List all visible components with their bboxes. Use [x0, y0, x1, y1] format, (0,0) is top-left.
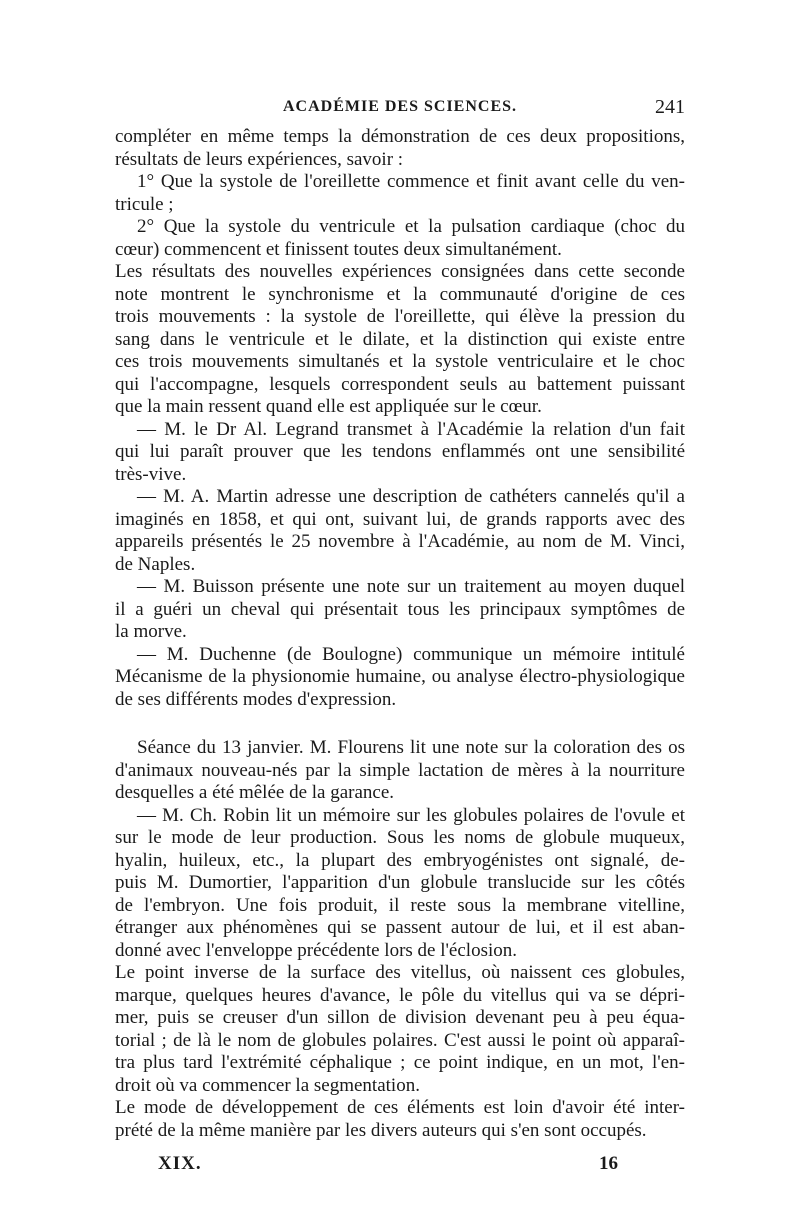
running-title: ACADÉMIE DES SCIENCES.	[282, 98, 518, 115]
text-line: Le mode de développement de ces éléments est loin d'avoir été inter-	[115, 1097, 685, 1118]
volume-signature: XIX.	[158, 1153, 202, 1174]
body-text	[115, 126, 685, 1142]
text-line: imaginés en 1858, et qui ont, suivant lui, de grands rapports avec des	[115, 508, 685, 530]
text-line: droit où va commencer la segmentation.	[115, 1074, 420, 1096]
page-number: 241	[655, 96, 685, 118]
text-line: note montrent le synchronisme et la communauté d'origine de ces	[115, 283, 685, 305]
text-line: d'animaux nouveau-nés par la simple lactation de mères à la nourriture	[115, 759, 685, 781]
text-line: tricule ;	[115, 193, 174, 215]
text-line: de Naples.	[115, 553, 196, 575]
sheet-signature: 16	[599, 1153, 618, 1174]
text-line: étranger aux phénomènes qui se passent autour de lui, et il est aban-	[115, 917, 685, 938]
text-line: Le point inverse de la surface des vitellus, où naissent ces globules,	[115, 962, 685, 983]
text-line: — M. Ch. Robin lit un mémoire sur les globules polaires de l'ovule et	[137, 804, 685, 826]
text-line: mer, puis se creuser d'un sillon de division devenant peu à peu équa-	[115, 1007, 685, 1028]
text-line: résultats de leurs expériences, savoir :	[115, 148, 404, 170]
text-line: donné avec l'enveloppe précédente lors de l'éclosion.	[115, 939, 517, 961]
text-line: la morve.	[115, 621, 187, 642]
text-line: — M. A. Martin adresse une description de cathéters cannelés qu'il a	[137, 486, 685, 507]
text-line: desquelles a été mêlée de la garance.	[115, 782, 395, 803]
text-line: trois mouvements : la systole de l'oreillette, qui élève la pression du	[115, 306, 685, 327]
section-gap	[115, 711, 685, 737]
text-line: torial ; de là le nom de globules polaires. C'est aussi le point où apparaî-	[115, 1029, 685, 1051]
text-line: hyalin, huileux, etc., la plupart des embryogénistes ont signalé, de-	[115, 849, 685, 871]
text-line: tra plus tard l'extrémité céphalique ; ce point indique, en un mot, l'en-	[115, 1052, 685, 1073]
text-line: sur le mode de leur production. Sous les noms de globule muqueux,	[115, 827, 685, 848]
text-line: compléter en même temps la démonstration de ces deux propositions,	[115, 126, 685, 147]
text-line: — M. Buisson présente une note sur un traitement au moyen duquel	[137, 576, 685, 597]
text-line: que la main ressent quand elle est appliquée sur le cœur.	[115, 396, 542, 417]
text-line: Mécanisme de la physionomie humaine, ou analyse électro-physiologique	[115, 666, 685, 687]
text-line: prété de la même manière par les divers auteurs qui s'en sont occupés.	[115, 1119, 647, 1141]
text-line: 2° Que la systole du ventricule et la pulsation cardiaque (choc du	[137, 216, 685, 237]
page-footer	[158, 1153, 618, 1179]
text-line: très-vive.	[115, 463, 187, 485]
text-line: puis M. Dumortier, l'apparition d'un globule translucide sur les côtés	[115, 872, 685, 893]
text-line: — M. le Dr Al. Legrand transmet à l'Académie la relation d'un fait	[137, 418, 685, 440]
text-line: qui lui paraît prouver que les tendons enflammés ont une sensibilité	[115, 441, 685, 462]
text-line: ces trois mouvements simultanés et la systole ventriculaire et le choc	[115, 351, 685, 372]
text-line: qui l'accompagne, lesquels correspondent seuls au battement puissant	[115, 373, 685, 395]
text-line: de ses différents modes d'expression.	[115, 688, 397, 710]
text-line: Séance du 13 janvier. M. Flourens lit une note sur la coloration des os	[137, 737, 685, 758]
text-line: Les résultats des nouvelles expériences consignées dans cette seconde	[115, 261, 685, 282]
text-line: appareils présentés le 25 novembre à l'Académie, au nom de M. Vinci,	[115, 531, 685, 552]
text-line: 1° Que la systole de l'oreillette commence et finit avant celle du ven-	[137, 171, 685, 192]
text-line: il a guéri un cheval qui présentait tous les principaux symptômes de	[115, 598, 685, 620]
text-line: cœur) commencent et finissent toutes deux simultanément.	[115, 238, 562, 260]
text-line: de l'embryon. Une fois produit, il reste sous la membrane vitelline,	[115, 894, 685, 916]
text-line: — M. Duchenne (de Boulogne) communique un mémoire intitulé	[137, 643, 685, 665]
text-line: sang dans le ventricule et le dilate, et la distinction qui existe entre	[115, 328, 685, 350]
page-header	[115, 98, 685, 126]
text-line: marque, quelques heures d'avance, le pôle du vitellus qui va se dépri-	[115, 984, 685, 1006]
